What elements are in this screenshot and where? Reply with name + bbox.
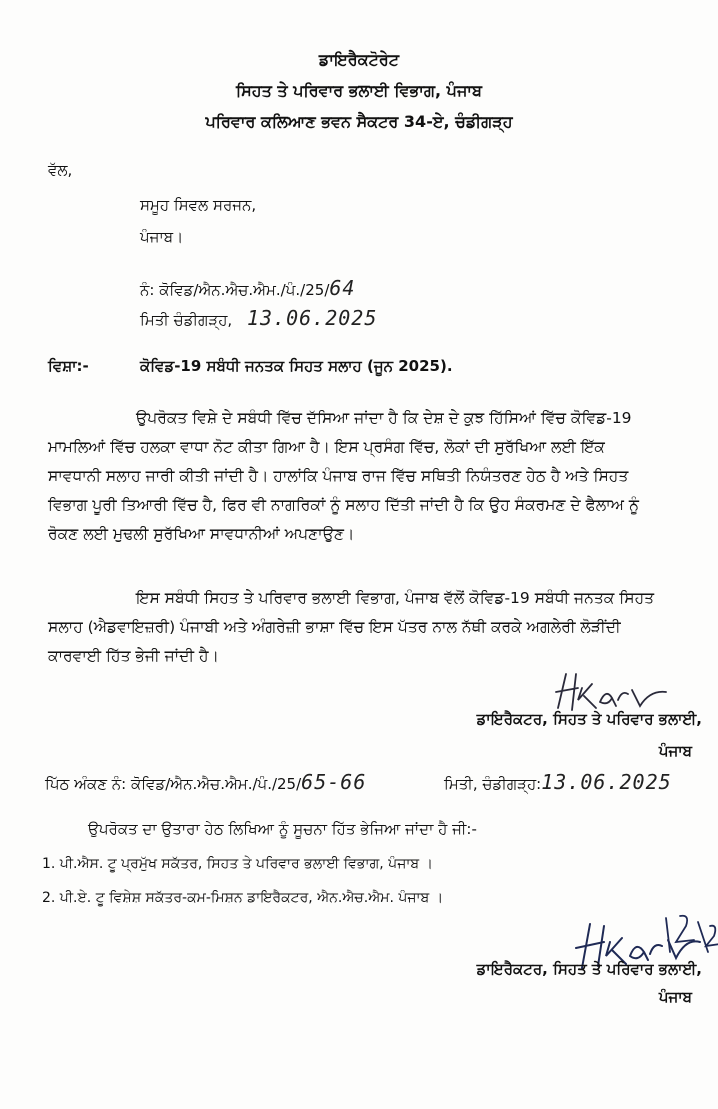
copy-intro: ਉਪਰੋਕਤ ਦਾ ਉਤਾਰਾ ਹੇਠ ਲਿਖਿਆ ਨੂੰ ਸੂਚਨਾ ਹਿੱਤ ਭੇਜਿਆ ਜਾਂਦਾ ਹੈ ਜੀ:- xyxy=(88,820,477,838)
para1-line-4: ਵਿਭਾਗ ਪੂਰੀ ਤਿਆਰੀ ਵਿੱਚ ਹੈ, ਫਿਰ ਵੀ ਨਾਗਰਿਕਾਂ ਨੂੰ ਸਲਾਹ ਦਿੱਤੀ ਜਾਂਦੀ ਹੈ ਕਿ ਉਹ ਸੰਕਰਮਣ ਦੇ ਫੈਲਾਅ ਨੂੰ xyxy=(48,496,639,514)
sign2-designation: ਡਾਇਰੈਕਟਰ, ਸਿਹਤ ਤੇ ਪਰਿਵਾਰ ਭਲਾਈ, xyxy=(476,960,702,978)
para1-line-5: ਰੋਕਣ ਲਈ ਮੁਢਲੀ ਸੁਰੱਖਿਆ ਸਾਵਧਾਨੀਆਂ ਅਪਣਾਉਣ। xyxy=(48,525,355,543)
sign1-state: ਪੰਜਾਬ xyxy=(658,742,692,760)
recipient-state: ਪੰਜਾਬ। xyxy=(140,228,184,246)
header-address: ਪਰਿਵਾਰ ਕਲਿਆਣ ਭਵਨ ਸੈਕਟਰ 34-ਏ, ਚੰਡੀਗੜ੍ਹ xyxy=(205,112,513,131)
endorsement-date-handwritten: 13.06.2025 xyxy=(541,770,672,794)
sign1-designation: ਡਾਇਰੈਕਟਰ, ਸਿਹਤ ਤੇ ਪਰਿਵਾਰ ਭਲਾਈ, xyxy=(476,710,702,728)
subject-label: ਵਿਸ਼ਾ:- xyxy=(48,357,89,375)
para2-line-3: ਕਾਰਵਾਈ ਹਿੱਤ ਭੇਜੀ ਜਾਂਦੀ ਹੈ। xyxy=(48,647,219,665)
reference-number-handwritten: 64 xyxy=(329,276,356,300)
endorsement-date-label: ਮਿਤੀ, ਚੰਡੀਗੜ੍ਹ: xyxy=(444,775,542,793)
para2-line-1: ਇਸ ਸਬੰਧੀ ਸਿਹਤ ਤੇ ਪਰਿਵਾਰ ਭਲਾਈ ਵਿਭਾਗ, ਪੰਜਾਬ ਵੱਲੋਂ ਕੋਵਿਡ-19 ਸਬੰਧੀ ਜਨਤਕ ਸਿਹਤ xyxy=(136,589,655,607)
header-department: ਸਿਹਤ ਤੇ ਪਰਿਵਾਰ ਭਲਾਈ ਵਿਭਾਗ, ਪੰਜਾਬ xyxy=(235,81,482,100)
recipient: ਸਮੂਹ ਸਿਵਲ ਸਰਜਨ, xyxy=(140,196,257,214)
to-label: ਵੱਲ, xyxy=(48,161,73,179)
para1-line-1: ਉਪਰੋਕਤ ਵਿਸ਼ੇ ਦੇ ਸਬੰਧੀ ਵਿੱਚ ਦੱਸਿਆ ਜਾਂਦਾ ਹੈ ਕਿ ਦੇਸ਼ ਦੇ ਕੁਝ ਹਿੱਸਿਆਂ ਵਿੱਚ ਕੋਵਿਡ-19 xyxy=(136,409,632,427)
endorsement-number-label: ਪਿੱਠ ਅੰਕਣ ਨੰ: ਕੋਵਿਡ/ਐਨ.ਐਚ.ਐਮ./ਪੰ./25/ xyxy=(45,775,302,793)
endorsement-number-handwritten: 65-66 xyxy=(301,770,367,794)
para2-line-2: ਸਲਾਹ (ਐਡਵਾਇਜ਼ਰੀ) ਪੰਜਾਬੀ ਅਤੇ ਅੰਗਰੇਜ਼ੀ ਭਾਸ਼ਾ ਵਿੱਚ ਇਸ ਪੱਤਰ ਨਾਲ ਨੱਥੀ ਕਰਕੇ ਅਗਲੇਰੀ ਲੋੜੀਂਦੀ xyxy=(48,618,621,636)
reference-date-handwritten: 13.06.2025 xyxy=(246,306,378,330)
sign2-state: ਪੰਜਾਬ xyxy=(658,988,692,1006)
reference-number xyxy=(140,276,355,300)
reference-date-label: ਮਿਤੀ ਚੰਡੀਗੜ੍ਹ, xyxy=(140,311,233,329)
reference-number-label: ਨੰ: ਕੋਵਿਡ/ਐਨ.ਐਚ.ਐਮ./ਪੰ./25/ xyxy=(140,281,330,299)
reference-date xyxy=(140,306,377,330)
para1-line-2: ਮਾਮਲਿਆਂ ਵਿੱਚ ਹਲਕਾ ਵਾਧਾ ਨੋਟ ਕੀਤਾ ਗਿਆ ਹੈ। ਇਸ ਪ੍ਰਸੰਗ ਵਿੱਚ, ਲੋਕਾਂ ਦੀ ਸੁਰੱਖਿਆ ਲਈ ਇੱਕ xyxy=(48,438,605,456)
header-directorate: ਡਾਇਰੈਕਟੋਰੇਟ xyxy=(318,50,400,69)
endorsement-number xyxy=(45,770,366,794)
subject-text: ਕੋਵਿਡ-19 ਸਬੰਧੀ ਜਨਤਕ ਸਿਹਤ ਸਲਾਹ (ਜੂਨ 2025). xyxy=(140,357,453,375)
endorsement-date xyxy=(444,770,672,794)
para1-line-3: ਸਾਵਧਾਨੀ ਸਲਾਹ ਜਾਰੀ ਕੀਤੀ ਜਾਂਦੀ ਹੈ। ਹਾਲਾਂਕਿ ਪੰਜਾਬ ਰਾਜ ਵਿੱਚ ਸਥਿਤੀ ਨਿਯੰਤਰਣ ਹੇਠ ਹੈ ਅਤੇ ਸਿਹਤ xyxy=(48,467,629,485)
copy-item-1: 1. ਪੀ.ਐਸ. ਟੂ ਪ੍ਰਮੁੱਖ ਸਕੱਤਰ, ਸਿਹਤ ਤੇ ਪਰਿਵਾਰ ਭਲਾਈ ਵਿਭਾਗ, ਪੰਜਾਬ । xyxy=(42,856,433,872)
copy-item-2: 2. ਪੀ.ਏ. ਟੂ ਵਿਸ਼ੇਸ਼ ਸਕੱਤਰ-ਕਮ-ਮਿਸ਼ਨ ਡਾਇਰੈਕਟਰ, ਐਨ.ਐਚ.ਐਮ. ਪੰਜਾਬ । xyxy=(42,890,444,906)
